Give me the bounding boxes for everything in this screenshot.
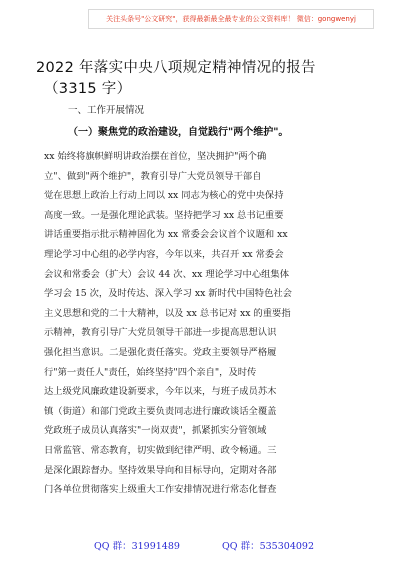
footer bbox=[0, 538, 408, 556]
banner-text: 关注头条号"公文研究"，获得最新最全最专业的公文资料库！ 微信：gongwenyj bbox=[106, 15, 356, 23]
body-line: 主义思想和党的二十大精神，以及 xx 总书记对 xx 的重要指 bbox=[44, 307, 291, 319]
body-line: 高度一致。一是强化理论武装。坚持把学习 xx 总书记重要 bbox=[44, 209, 284, 221]
body-line: 觉在思想上政治上行动上同以 xx 同志为核心的党中央保持 bbox=[44, 190, 284, 202]
body-line: 达上级党风廉政建设新要求，今年以来，与班子成员苏木 bbox=[44, 386, 277, 398]
body-line: 日常监管、常态教育，切实做到纪律严明、政令畅通。三 bbox=[44, 444, 277, 456]
body-line: 门各单位贯彻落实上级重大工作安排情况进行常态化督查 bbox=[44, 484, 277, 496]
header-banner bbox=[88, 9, 374, 29]
body-line: 行"第一责任人"责任，始终坚持"四个亲自"，及时传 bbox=[44, 366, 257, 378]
body-line: 立"、做到"两个维护"，教育引导广大党员领导干部自 bbox=[44, 170, 262, 182]
sub-heading: （一）聚焦党的政治建设，自觉践行"两个维护"。 bbox=[68, 127, 289, 138]
body-line: 是深化跟踪督办。坚持效果导向和目标导向，定期对各部 bbox=[44, 464, 277, 476]
body-line: 讲话重要指示批示精神固化为 xx 常委会会议首个议题和 xx bbox=[44, 229, 288, 241]
body-line: 理论学习中心组的必学内容，今年以来，共召开 xx 常委会 bbox=[44, 248, 284, 260]
document-title bbox=[36, 58, 380, 100]
footer-qq-left: QQ 群：31991489 bbox=[93, 541, 180, 552]
body-line: 强化担当意识。二是强化责任落实。党政主要领导严格履 bbox=[44, 346, 277, 358]
body-line: 学习会 15 次，及时传达、深入学习 xx 新时代中国特色社会 bbox=[44, 288, 292, 300]
title-line-1: 2022 年落实中央八项规定精神情况的报告 bbox=[36, 60, 316, 76]
body-line: 党政班子成员认真落实"一岗双责"，抓紧抓实分管领域 bbox=[44, 425, 267, 437]
title-line-2: （3315 字） bbox=[44, 81, 132, 97]
body-line: 会议和常委会（扩大）会议 44 次、xx 理论学习中心组集体 bbox=[44, 268, 290, 280]
section-heading: 一、工作开展情况 bbox=[68, 105, 145, 116]
body-paragraph bbox=[44, 147, 380, 500]
body-line: 镇（街道）和部门党政主要负责同志进行廉政谈话全覆盖 bbox=[44, 405, 277, 417]
footer-qq-right: QQ 群：535304092 bbox=[222, 541, 314, 552]
body-line: 示精神，教育引导广大党员领导干部进一步提高思想认识 bbox=[44, 327, 277, 339]
body-line: xx 始终将旗帜鲜明讲政治摆在首位，坚决拥护"两个确 bbox=[44, 151, 267, 162]
